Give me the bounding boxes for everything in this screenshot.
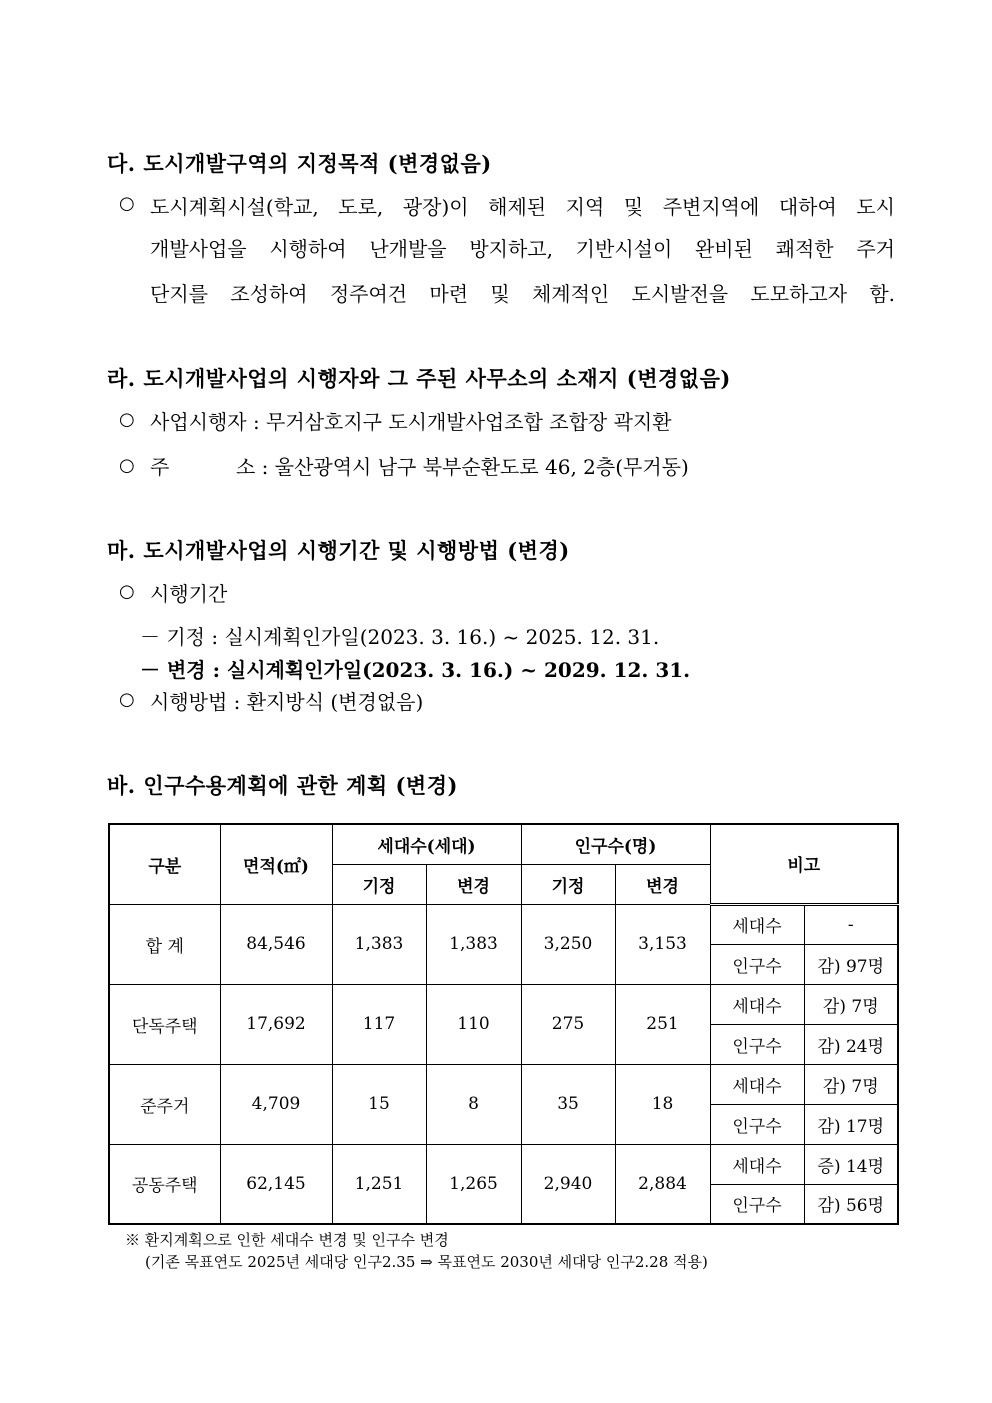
remark-value: 감) 17명 — [804, 1104, 898, 1144]
period-old: － 기정 : 실시계획인가일(2023. 3. 16.) ~ 2025. 12. 31. — [140, 625, 660, 649]
row-name: 준주거 — [109, 1064, 220, 1144]
heading-ba: 바. 인구수용계획에 관한 계획 (변경) — [107, 773, 458, 798]
table-note: ※ 환지계획으로 인한 세대수 변경 및 인구수 변경 — [125, 1231, 449, 1249]
row-hh-after: 1,383 — [426, 904, 521, 984]
remark-label: 인구수 — [710, 1184, 804, 1224]
remark-value: 감) 7명 — [804, 1064, 898, 1104]
row-hh-before: 1,251 — [332, 1144, 426, 1224]
remark-value: 증) 14명 — [804, 1144, 898, 1184]
row-hh-after: 110 — [426, 984, 521, 1064]
row-pop-before: 3,250 — [521, 904, 615, 984]
paragraph-line: 개발사업을 시행하여 난개발을 방지하고, 기반시설이 완비된 쾌적한 주거 — [150, 237, 895, 261]
row-name: 합 계 — [109, 904, 220, 984]
heading-ra: 라. 도시개발사업의 시행자와 그 주된 사무소의 소재지 (변경없음) — [107, 366, 731, 391]
row-pop-after: 18 — [615, 1064, 710, 1144]
row-hh-before: 1,383 — [332, 904, 426, 984]
table-row — [109, 904, 898, 944]
remark-label: 인구수 — [710, 1024, 804, 1064]
table-row — [109, 1064, 898, 1104]
remark-label: 세대수 — [710, 904, 804, 944]
row-hh-after: 8 — [426, 1064, 521, 1144]
remark-value: - — [804, 904, 898, 944]
header-category: 구분 — [109, 824, 220, 904]
table-note-detail: (기존 목표연도 2025년 세대당 인구2.35 ⇒ 목표연도 2030년 세대당 인구2.28 적용) — [145, 1253, 708, 1271]
table-row — [109, 1144, 898, 1184]
method-line: 시행방법 : 환지방식 (변경없음) — [150, 690, 424, 714]
executor-line: 사업시행자 : 무거삼호지구 도시개발사업조합 조합장 곽지환 — [150, 410, 672, 434]
remark-value: 감) 7명 — [804, 984, 898, 1024]
paragraph-line: 도시계획시설(학교, 도로, 광장)이 해제된 지역 및 주변지역에 대하여 도시 — [150, 195, 895, 219]
table-row — [109, 984, 898, 1024]
heading-da: 다. 도시개발구역의 지정목적 (변경없음) — [107, 151, 492, 176]
remark-value: 감) 97명 — [804, 944, 898, 984]
address-line: 소 : 울산광역시 남구 북부순환도로 46, 2층(무거동) — [236, 455, 689, 479]
header-pop-after: 변경 — [615, 864, 710, 904]
row-area: 17,692 — [220, 984, 332, 1064]
bullet-icon: ○ — [119, 193, 135, 214]
bullet-icon: ○ — [119, 409, 135, 430]
remark-label: 세대수 — [710, 984, 804, 1024]
row-pop-before: 35 — [521, 1064, 615, 1144]
remark-value: 감) 24명 — [804, 1024, 898, 1064]
row-name: 단독주택 — [109, 984, 220, 1064]
header-hh-after: 변경 — [426, 864, 521, 904]
row-pop-after: 3,153 — [615, 904, 710, 984]
header-remarks: 비고 — [710, 824, 898, 904]
row-pop-after: 2,884 — [615, 1144, 710, 1224]
period-new: － 변경 : 실시계획인가일(2023. 3. 16.) ~ 2029. 12. 31. — [140, 658, 691, 682]
address-label-a: 주 — [150, 455, 170, 479]
heading-ma: 마. 도시개발사업의 시행기간 및 시행방법 (변경) — [107, 538, 570, 563]
row-hh-before: 117 — [332, 984, 426, 1064]
header-households: 세대수(세대) — [332, 824, 521, 864]
population-table — [108, 823, 899, 1225]
remark-label: 세대수 — [710, 1064, 804, 1104]
bullet-icon: ○ — [119, 689, 135, 710]
period-title: 시행기간 — [150, 582, 228, 606]
header-hh-before: 기정 — [332, 864, 426, 904]
bullet-icon: ○ — [119, 455, 135, 476]
row-area: 84,546 — [220, 904, 332, 984]
remark-label: 인구수 — [710, 944, 804, 984]
row-area: 4,709 — [220, 1064, 332, 1144]
row-area: 62,145 — [220, 1144, 332, 1224]
row-pop-after: 251 — [615, 984, 710, 1064]
row-hh-after: 1,265 — [426, 1144, 521, 1224]
row-name: 공동주택 — [109, 1144, 220, 1224]
paragraph-line: 단지를 조성하여 정주여건 마련 및 체계적인 도시발전을 도모하고자 함. — [150, 282, 895, 306]
remark-label: 세대수 — [710, 1144, 804, 1184]
header-pop-before: 기정 — [521, 864, 615, 904]
bullet-icon: ○ — [119, 581, 135, 602]
header-population: 인구수(명) — [521, 824, 710, 864]
remark-label: 인구수 — [710, 1104, 804, 1144]
row-pop-before: 275 — [521, 984, 615, 1064]
remark-value: 감) 56명 — [804, 1184, 898, 1224]
header-area: 면적(㎡) — [220, 824, 332, 904]
row-hh-before: 15 — [332, 1064, 426, 1144]
row-pop-before: 2,940 — [521, 1144, 615, 1224]
